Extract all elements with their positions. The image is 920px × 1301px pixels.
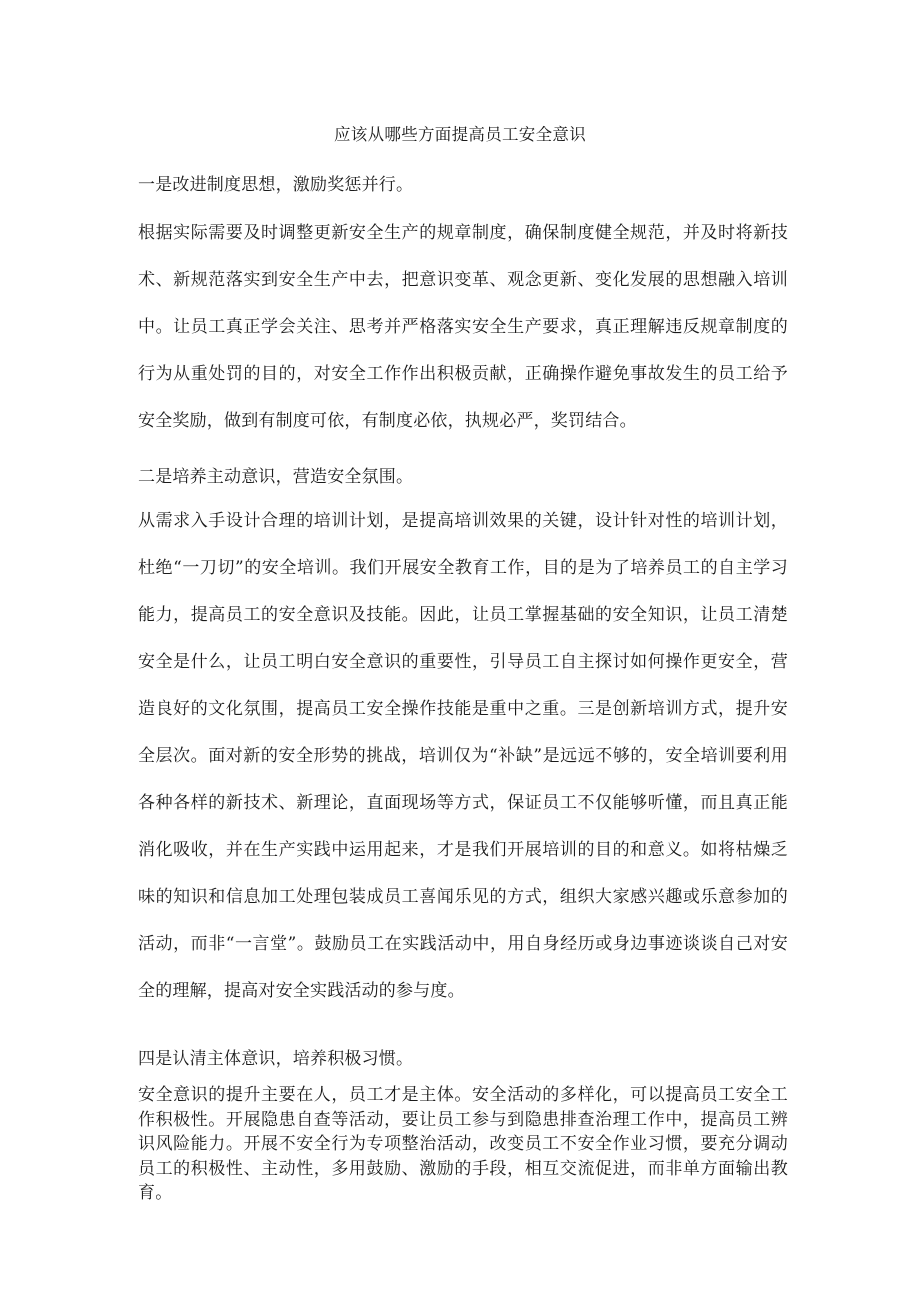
section1-body: 根据实际需要及时调整更新安全生产的规章制度，确保制度健全规范，并及时将新技术、新规范落实到安全生产中去，把意识变革、观念更新、变化发展的思想融入培训中。让员工真正学会关注、思考并严格落实安全生产要求，真正理解违反规章制度的行为从重处罚的目的，对安全工作作出积极贡献，正确操作避免事故发生的员工给予安全奖励，做到有制度可依，有制度必依，执规必严，奖罚结合。	[138, 223, 788, 431]
section2-body: 从需求入手设计合理的培训计划，是提高培训效果的关键，设计针对性的培训计划，杜绝“一刀切”的安全培训。我们开展安全教育工作，目的是为了培养员工的自主学习能力，提高员工的安全意识及技能。因此，让员工掌握基础的安全知识，让员工清楚安全是什么，让员工明白安全意识的重要性，引导员工自主探讨如何操作更安全，营造良好的文化氛围，提高员工安全操作技能是重中之重。三是创新培训方式，提升安全层次。面对新的安全形势的挑战，培训仅为“补缺”是远远不够的，安全培训要利用各种各样的新技术、新理论，直面现场等方式，保证员工不仅能够听懂，而且真正能消化吸收，并在生产实践中运用起来，才是我们开展培训的目的和意义。如将枯燥乏味的知识和信息加工处理包装成员工喜闻乐见的方式，组织大家感兴趣或乐意参加的活动，而非“一言堂”。鼓励员工在实践活动中，用自身经历或身边事迹谈谈自己对安全的理解，提高对安全实践活动的参与度。	[138, 511, 788, 1001]
section2-heading: 二是培养主动意识，营造安全氛围。	[138, 467, 414, 487]
section1-heading: 一是改进制度思想，激励奖惩并行。	[138, 175, 414, 195]
section4-heading: 四是认清主体意识，培养积极习惯。	[138, 1049, 414, 1069]
document-title: 应该从哪些方面提高员工安全意识	[334, 125, 586, 144]
section4-body: 安全意识的提升主要在人，员工才是主体。安全活动的多样化，可以提高员工安全工作积极性。开展隐患自查等活动，要让员工参与到隐患排查治理工作中，提高员工辨识风险能力。开展不安全行为专项整治活动，改变员工不安全作业习惯，要充分调动员工的积极性、主动性，多用鼓励、激励的手段，相互交流促进，而非单方面输出教育。	[138, 1085, 788, 1203]
